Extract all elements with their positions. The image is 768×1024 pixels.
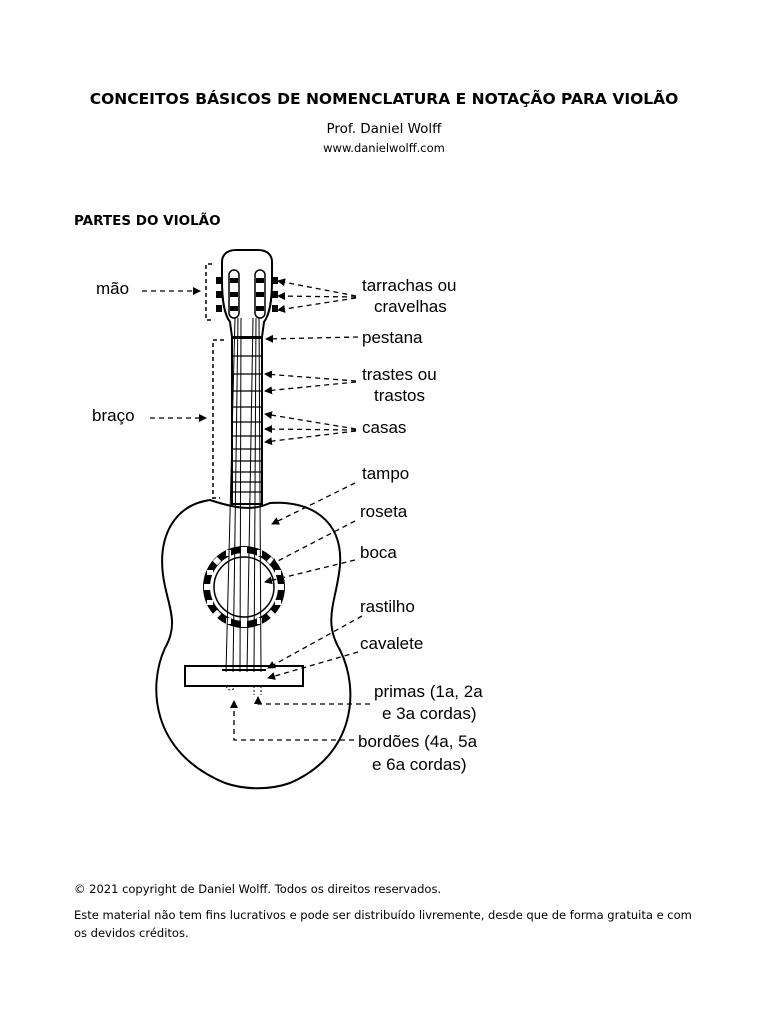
label-cavalete: cavalete [360,634,424,653]
rosette [203,546,285,628]
label-tarrachas-line1: tarrachas ou [362,276,457,295]
author-name: Prof. Daniel Wolff [326,121,442,137]
label-trastes-line2: trastos [374,386,426,405]
string-ends [226,686,261,695]
label-pestana: pestana [362,328,423,347]
label-primas-line2: e 3a cordas) [382,704,477,723]
document-title: CONCEITOS BÁSICOS DE NOMENCLATURA E NOTAÇÃO PARA VIOLÃO [89,90,679,108]
copyright-notice: © 2021 copyright de Daniel Wolff. Todos os direitos reservados. [74,882,442,896]
label-trastes-line1: trastes ou [362,365,437,384]
head-bracket [206,264,212,320]
section-heading: PARTES DO VIOLÃO [74,213,221,229]
label-casas: casas [362,418,407,437]
label-rastilho: rastilho [360,597,415,616]
label-boca: boca [360,543,397,562]
label-tarrachas-line2: cravelhas [374,297,447,316]
label-bordoes-line1: bordões (4a, 5a [358,732,478,751]
label-bordoes-line2: e 6a cordas) [372,755,467,774]
usage-note: Este material não tem fins lucrativos e pode ser distribuído livremente, desde que de forma gratuita e com os devidos créditos. [74,908,692,940]
website-url: www.danielwolff.com [323,141,445,155]
label-tampo: tampo [362,464,410,483]
label-braco: braço [92,406,135,425]
label-roseta: roseta [360,502,408,521]
guitar-body [156,500,350,788]
label-mao: mão [96,279,130,298]
label-primas-line1: primas (1a, 2a [374,682,483,701]
neck-bracket [213,340,224,498]
